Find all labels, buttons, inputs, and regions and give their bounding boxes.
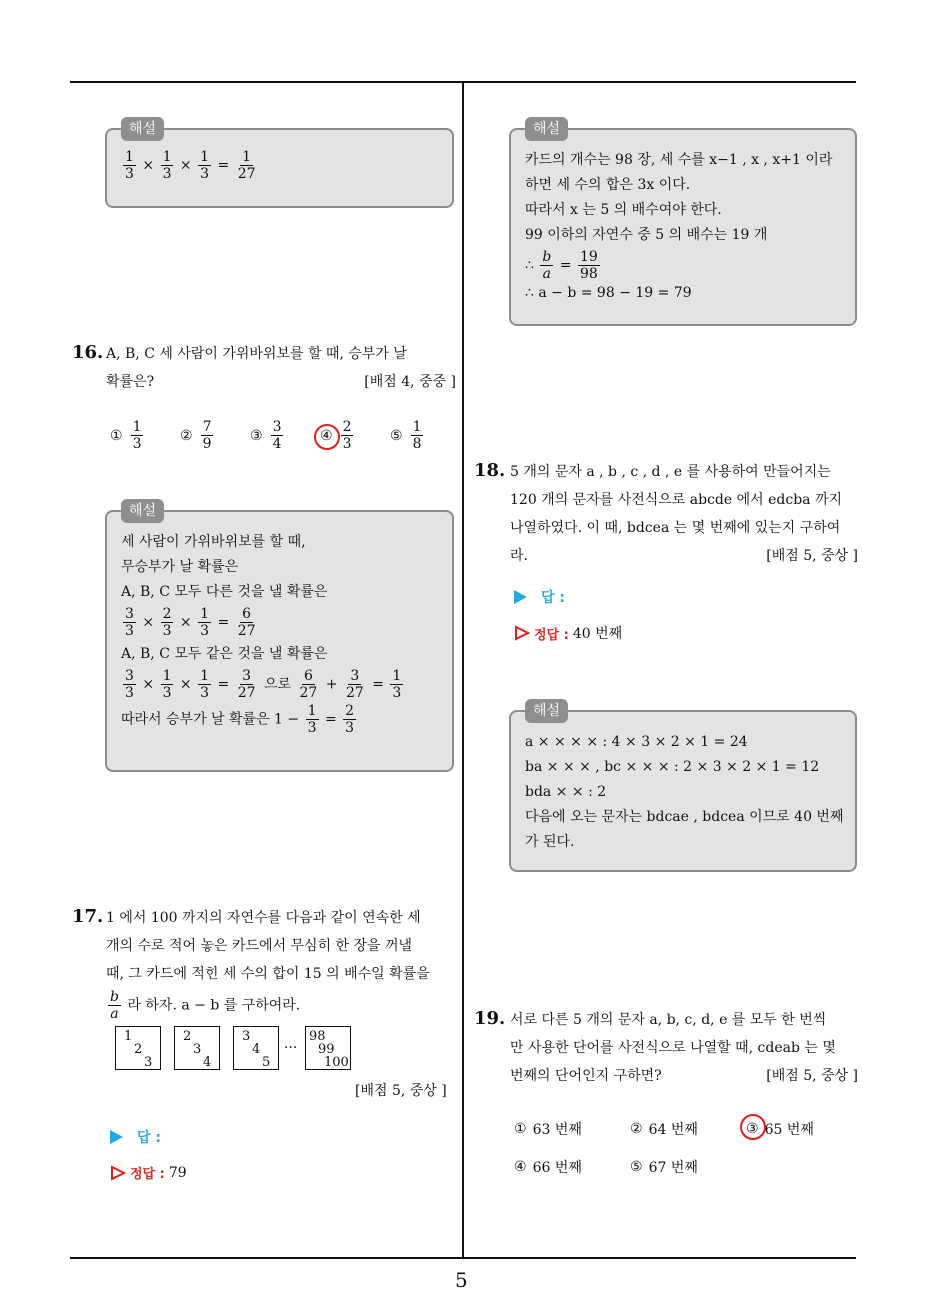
question-number: 19.	[474, 1008, 506, 1029]
correct-value: 79	[168, 1164, 187, 1181]
choice-3[interactable]: ③ $\frac{3}{4}$	[250, 419, 282, 452]
number-card: 98 99 100	[305, 1026, 351, 1070]
choice-3[interactable]: ③ 65 번째	[746, 1121, 814, 1138]
question-text: 1 에서 100 까지의 자연수를 다음과 같이 연속한 세 개의 수로 적어 놓은 카드에서 무심히 한 장을 꺼낼 때, 그 카드에 적힌 세 수의 합이 15 의 배수일 확률을 $\frac{b}{a}$ 라 하자. a − b 를 구하여라.	[106, 910, 430, 1022]
score-label: [배점 5, 중상 ]	[766, 548, 858, 564]
correct-label: 정답 :	[534, 627, 569, 643]
solution-tab: 해설	[525, 117, 568, 141]
choice-5[interactable]: ⑤ $\frac{1}{8}$	[390, 419, 422, 452]
question-number: 18.	[474, 460, 506, 481]
correct-value: 40 번째	[572, 626, 623, 642]
answer-circle-mark	[314, 424, 340, 450]
solution-tab: 해설	[121, 499, 164, 523]
question-text: 서로 다른 5 개의 문자 a, b, c, d, e 를 모두 한 번씩 만 사용한 단어를 사전식으로 나열할 때, cdeab 는 몇 번째의 단어인지 구하면? [배점 5, 중상 ]	[510, 1006, 858, 1090]
question-text: A, B, C 세 사람이 가위바위보를 할 때, 승부가 날 확률은? [배점 4, 중중 ]	[106, 340, 456, 396]
choice-2[interactable]: ② 64 번째	[630, 1121, 698, 1138]
answer-row	[514, 587, 565, 607]
correct-answer-row	[110, 1163, 187, 1182]
solution-box-q16: 해설 세 사람이 가위바위보를 할 때, 무승부가 날 확률은 A, B, C 모두 다른 것을 낼 확률은 $\frac{3}{3}$ × $\frac{2}{3}$ × $\frac{1}{3}$ = $\frac{6}{27}$ A, B, C 모두 같은 것을 낼 확률은 $\frac{3}{3}$ × $\frac{1}{3}$ × $\frac{1}{3}$ = $\frac{3}{27}$ 으로 $\frac{6}{27}$ + $\frac{3}{27}$ = $\frac{1}{3}$ 따라서 승부가 날 확률은 1 − $\frac{1}{3}$ = $\frac{2}{3}$	[105, 510, 454, 772]
choice-2[interactable]: ② $\frac{7}{9}$	[180, 419, 212, 452]
play-outline-icon	[514, 625, 530, 641]
question-text: 5 개의 문자 a , b , c , d , e 를 사용하여 만들어지는 120 개의 문자를 사전식으로 abcde 에서 edcba 까지 나열하였다. 이 때, bdcea 는 몇 번째에 있는지 구하여 라. [배점 5, 중상 ]	[510, 458, 858, 570]
answer-circle-mark	[740, 1114, 766, 1140]
answer-label: 답 :	[541, 590, 565, 606]
choice-1[interactable]: ① $\frac{1}{3}$	[110, 419, 142, 452]
play-icon	[514, 590, 527, 604]
choice-4[interactable]: ④ 66 번째	[514, 1159, 582, 1176]
score-label: [배점 5, 중상 ]	[355, 1083, 447, 1099]
solution-line: $\frac{1}{3}$ × $\frac{1}{3}$ × $\frac{1}{3}$ = $\frac{1}{27}$	[125, 149, 256, 182]
answer-label: 답 :	[137, 1130, 161, 1146]
ellipsis: ···	[284, 1040, 298, 1056]
column-divider	[462, 81, 464, 1259]
solution-tab: 해설	[121, 117, 164, 141]
number-card: 2 3 4	[174, 1026, 220, 1070]
bottom-rule	[70, 1257, 856, 1259]
question-number: 16.	[72, 342, 104, 363]
solution-box-q17: 해설 카드의 개수는 98 장, 세 수를 x−1 , x , x+1 이라 하면 세 수의 합은 3x 이다. 따라서 x 는 5 의 배수여야 한다. 99 이하의 자연수 중 5 의 배수는 19 개 ∴ $\frac{b}{a}$ = $\frac{19}{98}$ ∴ a − b = 98 − 19 = 79	[509, 128, 857, 326]
correct-label: 정답 :	[130, 1167, 165, 1182]
choice-5[interactable]: ⑤ 67 번째	[630, 1159, 698, 1176]
choice-4[interactable]: ④ $\frac{2}{3}$	[320, 419, 352, 452]
answer-row	[110, 1127, 161, 1147]
page-number: 5	[455, 1268, 468, 1292]
solution-box-prev	[105, 121, 454, 208]
correct-answer-row	[514, 623, 622, 643]
solution-tab: 해설	[525, 699, 568, 723]
solution-box-q18: 해설 a × × × × : 4 × 3 × 2 × 1 = 24 ba × × × , bc × × × : 2 × 3 × 2 × 1 = 12 bda × × : 2 다음에 오는 문자는 bdcae , bdcea 이므로 40 번째 가 된다.	[509, 710, 857, 872]
play-icon	[110, 1130, 123, 1144]
choice-1[interactable]: ① 63 번째	[514, 1121, 582, 1138]
question-number: 17.	[72, 906, 104, 927]
score-label: [배점 4, 중중 ]	[364, 374, 456, 390]
play-outline-icon	[110, 1165, 126, 1181]
score-label: [배점 5, 중상 ]	[766, 1068, 858, 1084]
number-card: 3 4 5	[233, 1026, 279, 1070]
number-card: 1 2 3	[115, 1026, 161, 1070]
